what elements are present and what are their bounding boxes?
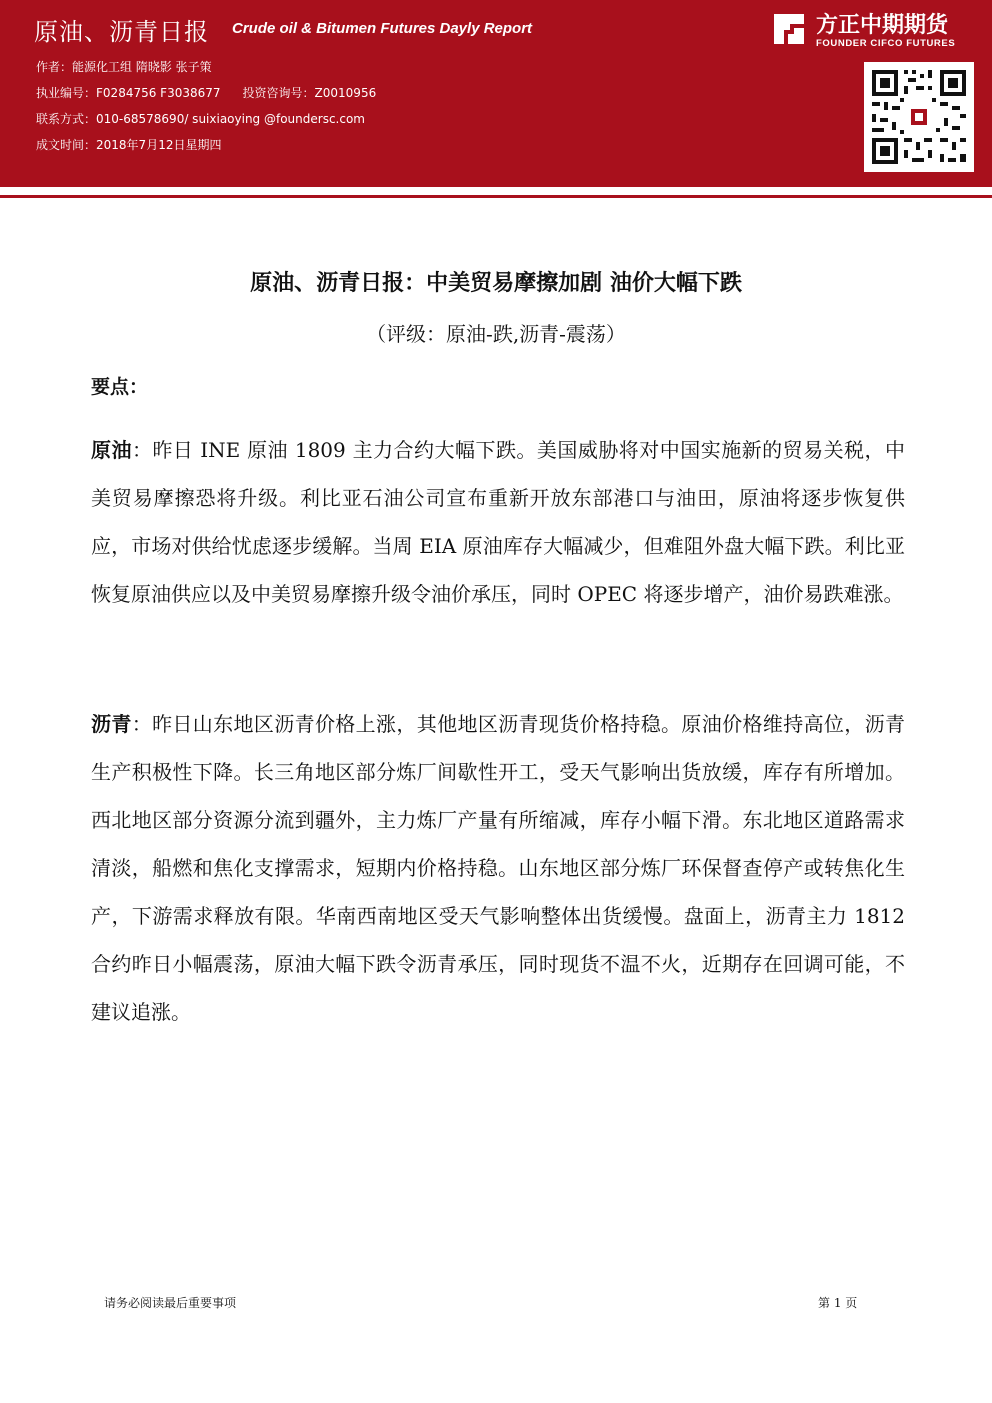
bitumen-paragraph [91,700,905,1036]
company-logo [770,8,982,54]
author-names: 能源化工组 隋晓影 张子策 [72,60,212,74]
crude-oil-text: ：昨日 INE 原油 1809 主力合约大幅下跌。美国威胁将对中国实施新的贸易关税，中美贸易摩擦恐将升级。利比亚石油公司宣布重新开放东部港口与油田，原油将逐步恢复供应，市场对供给忧虑逐步缓解。当周 EIA 原油库存大幅减少，但难阻外盘大幅下跌。利比亚恢复原油供应以及中美贸易摩擦升级令油价承压，同时 OPEC 将逐步增产，油价易跌难涨。 [91,438,906,606]
document-title: 原油、沥青日报：中美贸易摩擦加剧 油价大幅下跌 [250,271,742,296]
report-header [0,0,992,184]
footer-notice: 请务必阅读最后重要事项 [104,1296,237,1310]
founder-logo-icon [770,10,808,48]
logo-name-en: FOUNDER CIFCO FUTURES [816,38,956,49]
contact-info: 010-68578690/ suixiaoying @foundersc.com [96,112,365,126]
bitumen-text: ：昨日山东地区沥青价格上涨，其他地区沥青现货价格持稳。原油价格维持高位，沥青生产积极性下降。长三角地区部分炼厂间歇性开工，受天气影响出货放缓，库存有所增加。西北地区部分资源分流到疆外，主力炼厂产量有所缩减，库存小幅下滑。东北地区道路需求清淡，船燃和焦化支撑需求，短期内价格持稳。山东地区部分炼厂环保督查停产或转焦化生产，下游需求释放有限。华南西南地区受天气影响整体出货缓慢。盘面上，沥青主力 1812 合约昨日小幅震荡，原油大幅下跌令沥青承压，同时现货不温不火，近期存在回调可能，不建议追涨。 [91,712,906,1024]
license-label: 执业编号： [36,86,97,100]
keypoints-heading: 要点： [91,376,149,398]
header-divider-bottom [0,195,992,198]
logo-name-cn: 方正中期期货 [816,13,949,38]
page-number: 第 1 页 [818,1296,858,1310]
license-line [36,84,382,101]
report-title-cn: 原油、沥青日报 [34,18,209,46]
qr-code-icon [864,62,974,172]
advisory-number: Z0010956 [314,86,377,100]
crude-oil-label: 原油 [91,438,132,462]
contact-label: 联系方式： [36,112,97,126]
date-label: 成文时间： [36,138,97,152]
report-title-en: Crude oil & Bitumen Futures Dayly Report [232,20,533,37]
date-line [36,136,227,153]
bitumen-label: 沥青 [91,712,132,736]
contact-line [36,110,371,127]
report-date: 2018年7月12日星期四 [96,138,222,152]
advisory-label: 投资咨询号： [242,86,315,100]
crude-oil-paragraph [91,426,905,618]
license-numbers: F0284756 F3038677 [96,86,221,100]
author-label: 作者： [36,60,73,74]
author-line [36,58,218,75]
rating-line: （评级：原油-跌,沥青-震荡） [366,322,626,346]
